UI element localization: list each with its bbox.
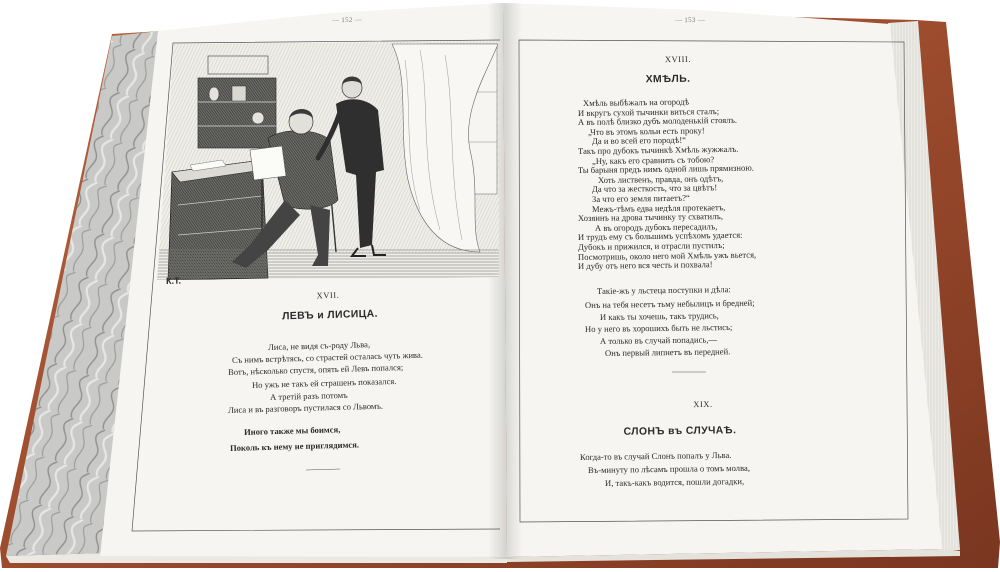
- verse-line: Съ нимъ встрѣтясь, со страстей осталась чуть жива.: [231, 349, 424, 365]
- verse-line: И вкругъ сухой тычинки виться сталъ;: [577, 106, 720, 118]
- fable-number: XVII.: [316, 290, 340, 301]
- verse-line: И дубу отъ него вся честь и похвала!: [577, 259, 713, 271]
- verse-line: Да что за жесткость, что за цвѣтъ!: [591, 182, 718, 194]
- page-number: — 153 —: [674, 15, 706, 25]
- verse-line: Межъ-тѣмъ едва недѣля протекаетъ,: [591, 202, 726, 214]
- verse-line: Лиса и въ разговоръ пустилася со Львомъ.: [227, 400, 384, 415]
- verse-line: За что его земля питаетъ?“: [591, 192, 690, 204]
- verse-line: Такъ про дубокъ тычинкѣ Хмѣль жужжалъ.: [577, 143, 739, 156]
- verse-line: Хозяинъ на дрова тычинку ту схватилъ,: [577, 210, 724, 223]
- verse-line: А въ полѣ близко дубъ молоденькій стоялъ.: [577, 114, 738, 127]
- moral-line: Онъ на тебя несетъ тьму небылицъ и бредней;: [584, 297, 755, 310]
- verse-line: И, такъ-какъ водится, пошли догадки,: [604, 476, 745, 488]
- letter-in-hand: [250, 146, 286, 180]
- verse-line: Дубокъ и прижился, и отрасли пустилъ;: [577, 239, 725, 252]
- verse-line: Вотъ, нѣсколько спустя, опять ей Левъ попался;: [227, 362, 404, 377]
- page-number: — 152 —: [331, 15, 363, 25]
- verse-line: Хмѣль выбѣжалъ на огородѣ: [582, 96, 690, 108]
- verse-line: Лиса, не видя съ-роду Льва,: [267, 339, 371, 352]
- verse-line: И трудъ ему съ большимъ успѣхомъ удается:: [577, 229, 743, 242]
- verse-line: Когда-то въ случай Слонъ попалъ у Льва.: [579, 449, 732, 462]
- moral-line: Такіе-жъ у льстеца поступки и дѣла:: [596, 284, 731, 296]
- fable-title: СЛОНЪ въ СЛУЧАѢ.: [623, 425, 737, 438]
- moral-line: Онъ первый липнетъ въ передней.: [604, 346, 731, 358]
- moral-line: А только въ случай попадись,—: [599, 334, 718, 346]
- verse-line: Но ужъ не такъ ей страшенъ показался.: [251, 375, 397, 390]
- moral-line: Иного также мы боимся,: [243, 424, 341, 437]
- verse-line: Посмотришь, около него мой Хмѣль ужъ вьется,: [577, 249, 757, 262]
- bookcase: [198, 78, 276, 148]
- fable-number: XVIII.: [664, 54, 692, 65]
- verse-line: „Что въ этомъ кольи есть проку!: [587, 125, 705, 137]
- verse-line: Въ-минуту по лѣсамъ прошла о томъ молва,: [587, 462, 751, 475]
- illustration-signature: К.Т.: [165, 275, 182, 286]
- moral-line: Поколь къ нему не приглядимся.: [229, 439, 360, 453]
- verse-line: Да и во всей его породѣ!“: [591, 134, 687, 146]
- verse-line: А третій разъ потомъ: [269, 389, 348, 402]
- verse-line: А въ огородъ дубокъ пересадилъ,: [594, 221, 718, 233]
- moral-line: Но у него въ хорошихъ быть не льстись;: [584, 321, 733, 334]
- verse-line: Хоть лиственъ, правда, онъ одѣтъ,: [597, 173, 724, 185]
- engraving-illustration: [150, 38, 505, 283]
- fable-title: ХМѢЛЬ.: [645, 73, 691, 86]
- verse-line: Ты барыня предъ нимъ одной лишь прямизною.: [577, 162, 754, 175]
- fable-number: XIX.: [693, 399, 713, 410]
- right-page: [503, 3, 942, 557]
- verse-line: „Ну, какъ его сравнить съ тобою?: [591, 154, 715, 166]
- fable-title: ЛЕВЪ и ЛИСИЦА.: [281, 308, 378, 323]
- moral-line: И какъ ты хочешь, такъ трудись,: [599, 310, 719, 322]
